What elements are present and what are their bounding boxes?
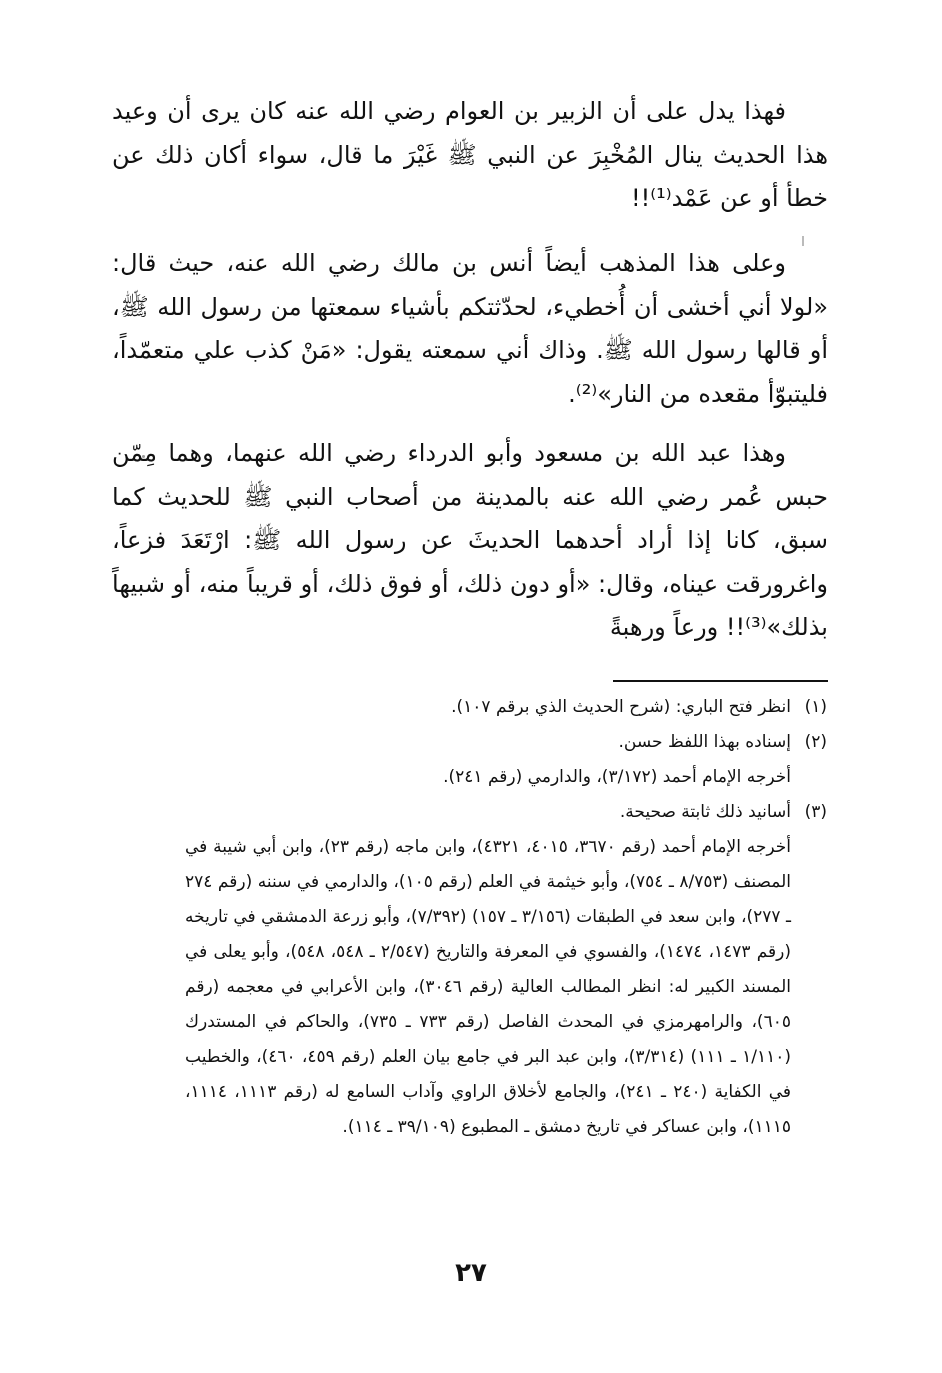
footnotes — [185, 690, 827, 1145]
paragraph-text: وهذا عبد الله بن مسعود وأبو الدرداء رضي الله عنهما، وهما مِمّن حبس عُمر رضي الله عنه بالمدينة من أصحاب النبي ﷺ للحديث كما سبق، كانا إذا أراد أحدهما الحديثَ عن رسول الله ﷺ: ارْتَعَدَ فزعاً، واغرورقت عيناه، وقال: «أو دون ذلك، أو فوق ذلك، أو قريباً منه، أو شبيهاً بذلك»⁽³⁾!! ورعاً ورهبةً — [112, 439, 828, 641]
paragraph-text: فهذا يدل على أن الزبير بن العوام رضي الله عنه كان يرى أن وعيد هذا الحديث ينال المُخْبِرَ عن النبي ﷺ غَيْرَ ما قال، سواء أكان ذلك عن خطأ أو عن عَمْد⁽¹⁾!! — [112, 97, 828, 212]
page-number: ٢٧ — [455, 1258, 487, 1288]
footnote-2 — [185, 725, 827, 795]
paragraph-1 — [112, 90, 828, 221]
footnote-number: (٣) — [804, 802, 827, 822]
footnote-line: انظر فتح الباري: (شرح الحديث الذي برقم ١٠٧). — [451, 697, 791, 717]
footnote-number: (٢) — [804, 732, 827, 752]
footnote-3 — [185, 795, 827, 1145]
footnote-line: أخرجه الإمام أحمد (رقم ٣٦٧٠، ٤٠١٥، ٤٣٢١)، وابن ماجه (رقم ٢٣)، وابن أبي شيبة في المصنف (٨/٧٥٣ ـ ٧٥٤)، وأبو خيثمة في العلم (رقم ١٠٥)، والدارمي في سننه (رقم ٢٧٤ ـ ٢٧٧)، وابن سعد في الطبقات (٣/١٥٦ ـ ١٥٧) (٧/٣٩٢)، وأبو زرعة الدمشقي في تاريخه (رقم ١٤٧٣، ١٤٧٤)، والفسوي في المعرفة والتاريخ (٢/٥٤٧ ـ ٥٤٨، ٥٤٨)، وأبو يعلى في المسند الكبير له: انظر المطالب العالية (رقم ٣٠٤٦)، وابن الأعرابي في معجمه (رقم ٦٠٥)، والرامهرمزي في المحدث الفاصل (رقم ٧٣٣ ـ ٧٣٥)، والحاكم في المستدرك (١/١١٠ ـ ١١١) (٣/٣١٤)، وابن عبد البر في جامع بيان العلم (رقم ٤٥٩، ٤٦٠)، والخطيب في الكفاية (٢٤٠ ـ ٢٤١)، والجامع لأخلاق الراوي وآداب السامع له (رقم ١١١٣، ١١١٤، ١١١٥)، وابن عساكر في تاريخ دمشق ـ المطبوع (٣٩/١٠٩ ـ ١١٤). — [185, 837, 792, 1137]
footnote-separator — [613, 680, 828, 682]
paragraph-2 — [112, 242, 828, 416]
footnote-line: أخرجه الإمام أحمد (٣/١٧٢)، والدارمي (رقم ٢٤١). — [443, 767, 791, 787]
paragraph-3 — [112, 432, 828, 650]
paragraph-text: وعلى هذا المذهب أيضاً أنس بن مالك رضي الله عنه، حيث قال: «لولا أني أخشى أن أُخطيء، لحدّثتكم بأشياء سمعتها من رسول الله ﷺ، أو قالها رسول الله ﷺ. وذاك أني سمعته يقول: «مَنْ كذب علي متعمّداً، فليتبوّأ مقعده من النار»⁽²⁾. — [112, 249, 828, 408]
footnote-line: إسناده بهذا اللفظ حسن. — [618, 732, 791, 752]
footnote-line: أسانيد ذلك ثابتة صحيحة. — [619, 802, 791, 822]
footnote-number: (١) — [804, 697, 827, 717]
footnote-1 — [185, 690, 827, 725]
